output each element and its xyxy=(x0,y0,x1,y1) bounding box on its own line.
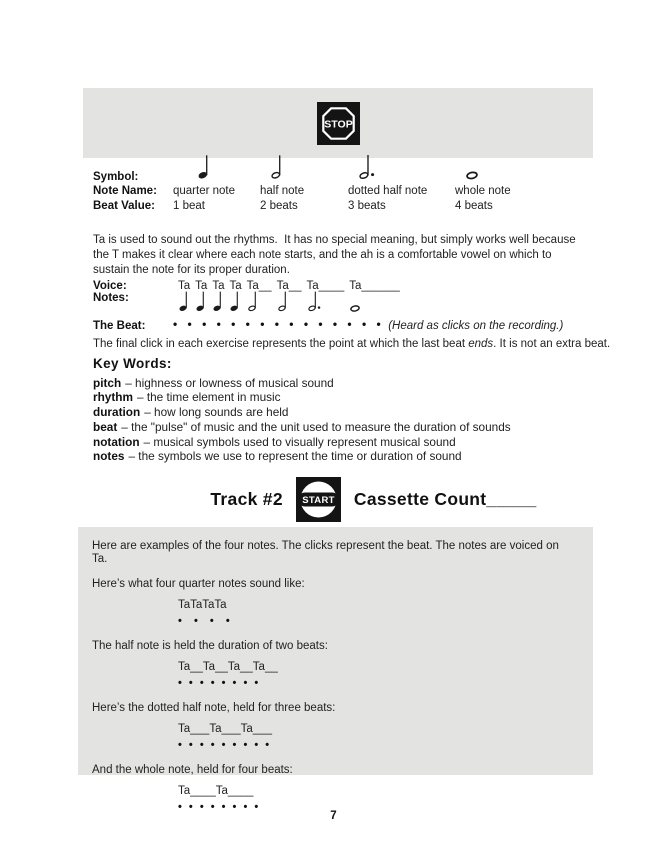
note-name: dotted half note xyxy=(348,185,428,197)
key-word-term: notes xyxy=(93,449,125,464)
notes-row-label: Notes: xyxy=(93,292,129,304)
page-number: 7 xyxy=(330,810,337,822)
example-half-notes xyxy=(92,640,577,690)
quarter-note-icon xyxy=(178,290,190,315)
quarter-note-icon xyxy=(229,290,241,315)
voice-syllable: Ta xyxy=(212,280,225,292)
cassette-count-label: Cassette Count_____ xyxy=(353,489,537,509)
dotted-half-note-icon xyxy=(358,153,376,185)
key-word-term: beat xyxy=(93,419,118,434)
voice-syllable: Ta__ xyxy=(276,280,302,292)
key-word-definition: – highness or lowness of musical sound xyxy=(125,375,334,390)
final-click-text: The final click in each exercise represents the point at which the last beat xyxy=(93,338,469,350)
half-note-icon xyxy=(277,290,289,315)
note-name: quarter note xyxy=(173,185,236,197)
beat-row xyxy=(93,318,610,332)
key-word-definition: – the symbols we use to represent the time or duration of sound xyxy=(128,449,462,464)
key-word-entry xyxy=(93,376,511,391)
key-word-term: pitch xyxy=(93,375,122,390)
key-word-term: rhythm xyxy=(93,390,133,405)
example-caption: And the whole note, held for four beats: xyxy=(92,764,293,776)
example-dotted-half-note xyxy=(92,702,577,752)
example-click-dots: • • • • xyxy=(178,615,232,627)
key-word-entry xyxy=(93,420,511,435)
beat-value: 1 beat xyxy=(173,199,205,212)
key-word-entry xyxy=(93,435,511,450)
quarter-note-icon xyxy=(197,153,211,185)
beat-click-dots: • • • • • • • • • • • • • • • xyxy=(173,317,385,331)
voice-syllable: Ta______ xyxy=(349,280,400,292)
quarter-note-icon xyxy=(195,290,207,315)
half-note-icon xyxy=(270,153,284,185)
example-whole-note xyxy=(92,764,577,814)
note-name-row-label: Note Name: xyxy=(93,185,157,197)
examples-box xyxy=(78,527,593,813)
examples-intro: Here are examples of the four notes. The clicks represent the beat. The notes are voiced on Ta. xyxy=(92,540,559,565)
key-word-definition: – the "pulse" of music and the unit used to measure the duration of sounds xyxy=(121,419,511,434)
voice-syllable: Ta xyxy=(229,280,242,292)
final-click-text: . It is not an extra beat. xyxy=(493,338,611,350)
whole-note-icon xyxy=(465,153,479,185)
quarter-note-icon xyxy=(212,290,224,315)
example-syllables: Ta____Ta____ xyxy=(178,785,254,797)
example-caption: The half note is held the duration of two beats: xyxy=(92,640,328,652)
key-word-term: notation xyxy=(93,434,140,449)
final-click-note xyxy=(93,337,610,352)
key-words-heading: Key Words: xyxy=(93,356,172,371)
example-syllables: Ta__Ta__Ta__Ta__ xyxy=(178,661,278,673)
voice-row-label: Voice: xyxy=(93,280,127,292)
dotted-half-note-icon xyxy=(307,290,322,315)
key-word-definition: – how long sounds are held xyxy=(144,405,289,420)
half-note-icon xyxy=(247,290,259,315)
stop-sign-label: STOP xyxy=(323,118,353,131)
voice-syllable: Ta____ xyxy=(306,280,345,292)
beat-value: 4 beats xyxy=(455,199,493,212)
key-word-entry xyxy=(93,390,511,405)
key-word-definition: – musical symbols used to visually represent musical sound xyxy=(143,434,456,449)
voice-syllable: Ta__ xyxy=(246,280,272,292)
example-click-dots: • • • • • • • • xyxy=(178,677,261,689)
voice-syllable: Ta xyxy=(195,280,208,292)
voice-syllable: Ta xyxy=(178,280,191,292)
whole-note-icon xyxy=(349,290,361,315)
beat-value-row-label: Beat Value: xyxy=(93,199,155,212)
stop-sign-icon xyxy=(317,102,360,145)
track-heading xyxy=(80,477,667,522)
example-caption: Here’s what four quarter notes sound like: xyxy=(92,578,305,590)
beat-annotation: (Heard as clicks on the recording.) xyxy=(388,320,564,332)
example-quarter-notes xyxy=(92,578,577,628)
beat-row-label: The Beat: xyxy=(93,320,146,332)
example-click-dots: • • • • • • • • • xyxy=(178,739,272,751)
voice-demo xyxy=(93,280,610,352)
intro-paragraph: Ta is used to sound out the rhythms. It has no special meaning, but simply works well because the T makes it clear where each note starts, and the ah is a comfortable vowel on which to sustain the note for its proper duration. xyxy=(93,233,579,276)
beat-value: 3 beats xyxy=(348,199,386,212)
final-click-emphasis: ends xyxy=(468,338,494,350)
stop-banner xyxy=(83,88,593,158)
example-syllables: TaTaTaTa xyxy=(178,599,227,611)
key-words-section xyxy=(93,357,511,464)
start-button-icon xyxy=(296,477,341,522)
example-caption: Here’s the dotted half note, held for three beats: xyxy=(92,702,336,714)
note-name: half note xyxy=(260,185,305,197)
start-button-label: START xyxy=(302,495,335,506)
key-word-entry xyxy=(93,449,511,464)
key-word-entry xyxy=(93,405,511,420)
note-name: whole note xyxy=(455,185,511,197)
example-syllables: Ta___Ta___Ta___ xyxy=(178,723,272,735)
beat-value: 2 beats xyxy=(260,199,298,212)
note-value-table xyxy=(93,157,511,213)
example-click-dots: • • • • • • • • xyxy=(178,801,261,813)
symbol-row-label: Symbol: xyxy=(93,170,139,183)
key-word-term: duration xyxy=(93,405,141,420)
track-label: Track #2 xyxy=(210,489,283,509)
key-word-definition: – the time element in music xyxy=(136,390,281,405)
